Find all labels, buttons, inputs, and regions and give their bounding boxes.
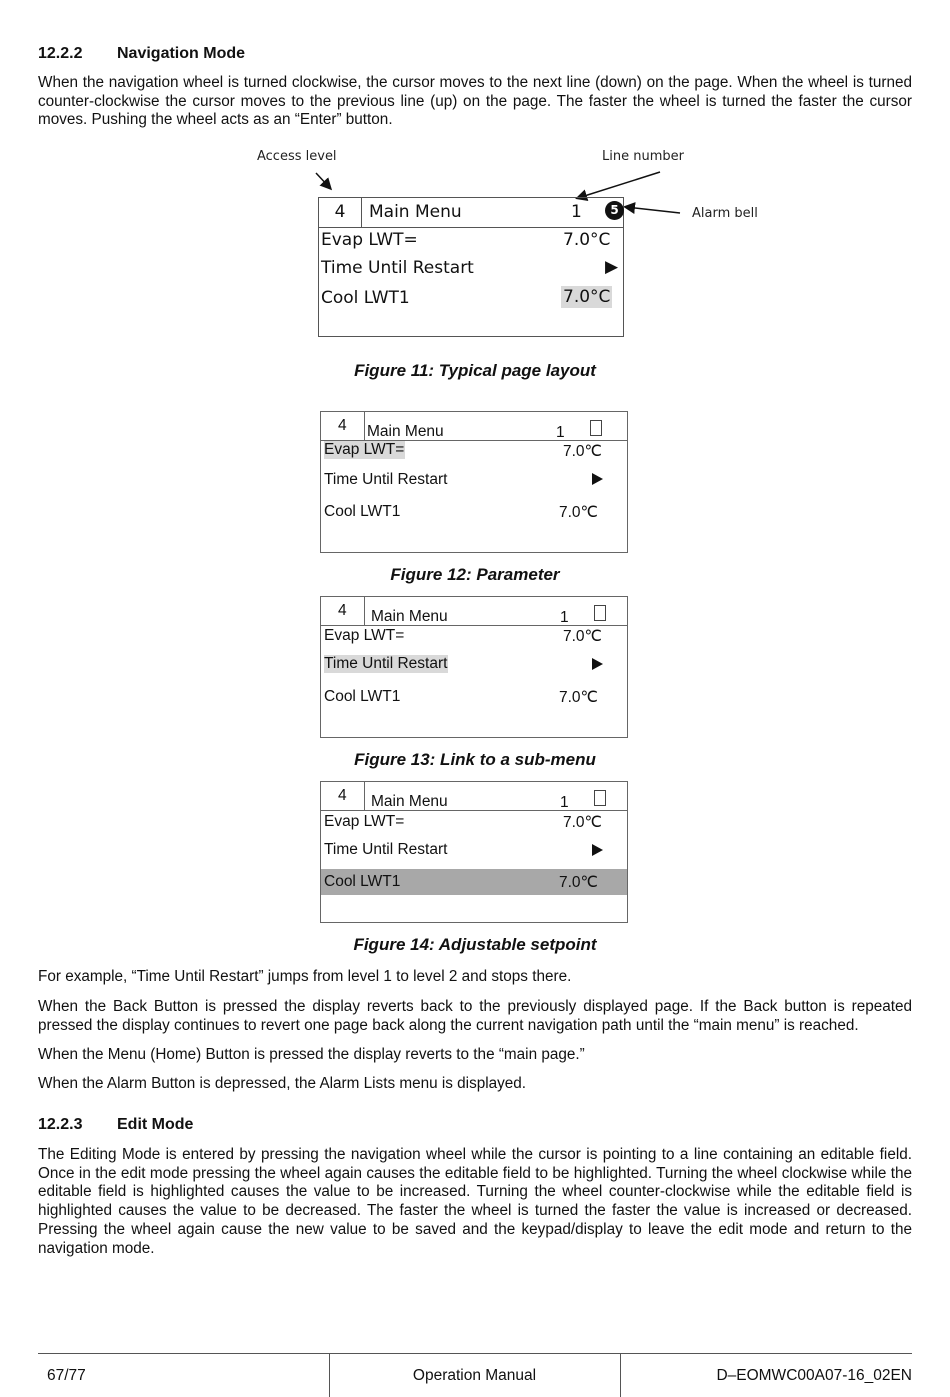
example-paragraph: For example, “Time Until Restart” jumps from level 1 to level 2 and stops there. [38,968,572,985]
row-label: Time Until Restart [321,258,474,278]
figure-14-caption: Figure 14: Adjustable setpoint [353,935,597,954]
alarm-bell-icon [594,605,606,621]
back-button-paragraph: When the Back Button is pressed the display reverts back to the previously displayed page. If the Back button is repeated pressed the display continues to revert one page back along the current navigation path until the “main menu” is reached. [38,998,912,1034]
page-footer [38,1353,912,1397]
access-level: 4 [319,198,362,227]
row-value-highlighted: 7.0°C [563,287,611,307]
row-label: Cool LWT1 [324,873,401,890]
access-level-annotation: Access level [257,149,337,164]
submenu-arrow-icon [592,473,603,485]
display-adjustable-setpoint [320,781,628,923]
display-submenu-link [320,596,628,738]
menu-title: Main Menu [371,608,448,625]
menu-title: Main Menu [371,793,448,810]
display-typical-layout [318,197,624,337]
display-header [319,198,623,228]
line-number: 1 [556,424,565,441]
document-code: D–EOMWC00A07-16_02EN [716,1367,912,1384]
submenu-arrow-icon [592,844,603,856]
section-title: Edit Mode [117,1116,194,1133]
row-label: Time Until Restart [324,841,448,858]
row-label: Evap LWT= [324,813,405,830]
section-number: 12.2.3 [38,1116,83,1133]
submenu-arrow-icon: ▶ [605,257,619,277]
display-parameter [320,411,628,553]
row-label: Time Until Restart [324,471,448,488]
row-value: 7.0℃ [563,443,602,460]
submenu-arrow-icon [592,658,603,670]
access-level: 4 [338,602,347,619]
page-number: 67/77 [47,1367,86,1384]
figure-13-caption: Figure 13: Link to a sub-menu [354,750,596,769]
section-number: 12.2.2 [38,45,83,62]
display-header [321,412,627,441]
alarm-bell-icon [590,420,602,436]
row-value: 7.0℃ [563,628,602,645]
row-value: 7.0℃ [559,689,598,706]
row-value: 7.0℃ [563,814,602,831]
highlighted-setpoint-row [321,869,627,895]
row-label: Cool LWT1 [321,288,410,308]
line-number: 1 [571,202,582,222]
navigation-mode-paragraph: When the navigation wheel is turned clockwise, the cursor moves to the next line (down) on the page. When the wheel is turned counter-clockwise the cursor moves to the previous line (up) on the page. The faster the wheel is turned the faster the cursor moves. Pushing the wheel acts as an “Enter” button. [38,74,912,129]
row-label-highlighted: Time Until Restart [324,655,448,672]
line-number-annotation: Line number [602,149,684,164]
row-label-highlighted: Evap LWT= [324,441,405,458]
alarm-bell-icon: 5 [605,201,624,220]
line-number: 1 [560,609,569,626]
row-value: 7.0℃ [559,874,598,891]
figure-12-caption: Figure 12: Parameter [390,565,560,584]
row-value: 7.0℃ [559,504,598,521]
access-level: 4 [338,417,347,434]
menu-button-paragraph: When the Menu (Home) Button is pressed the display reverts to the “main page.” [38,1046,585,1063]
alarm-button-paragraph: When the Alarm Button is depressed, the Alarm Lists menu is displayed. [38,1075,527,1092]
document-title: Operation Manual [412,1367,537,1384]
display-header [321,782,627,811]
menu-title: Main Menu [367,423,444,440]
row-label: Evap LWT= [321,230,418,250]
display-header [321,597,627,626]
access-level: 4 [338,787,347,804]
alarm-bell-annotation: Alarm bell [692,206,758,221]
section-title: Navigation Mode [117,45,246,62]
alarm-bell-icon [594,790,606,806]
figure-11-caption: Figure 11: Typical page layout [354,361,596,380]
line-number: 1 [560,794,569,811]
row-label: Cool LWT1 [324,688,401,705]
row-value: 7.0°C [563,230,611,250]
menu-title: Main Menu [369,202,462,222]
edit-mode-paragraph: The Editing Mode is entered by pressing the navigation wheel while the cursor is pointing to a line containing an editable field. Once in the edit mode pressing the wheel again causes the editable field to be highlighted. Turning the wheel clockwise while the editable field is highlighted causes the value to be increased. Turning the wheel counter-clockwise while the editable field is highlighted causes the value to be decreased. The faster the wheel is turned the faster the value is increased or decreased. Pressing the wheel again cause the new value to be saved and the keypad/display to leave the edit mode and return to the navigation mode. [38,1146,912,1257]
row-label: Cool LWT1 [324,503,401,520]
row-label: Evap LWT= [324,627,405,644]
